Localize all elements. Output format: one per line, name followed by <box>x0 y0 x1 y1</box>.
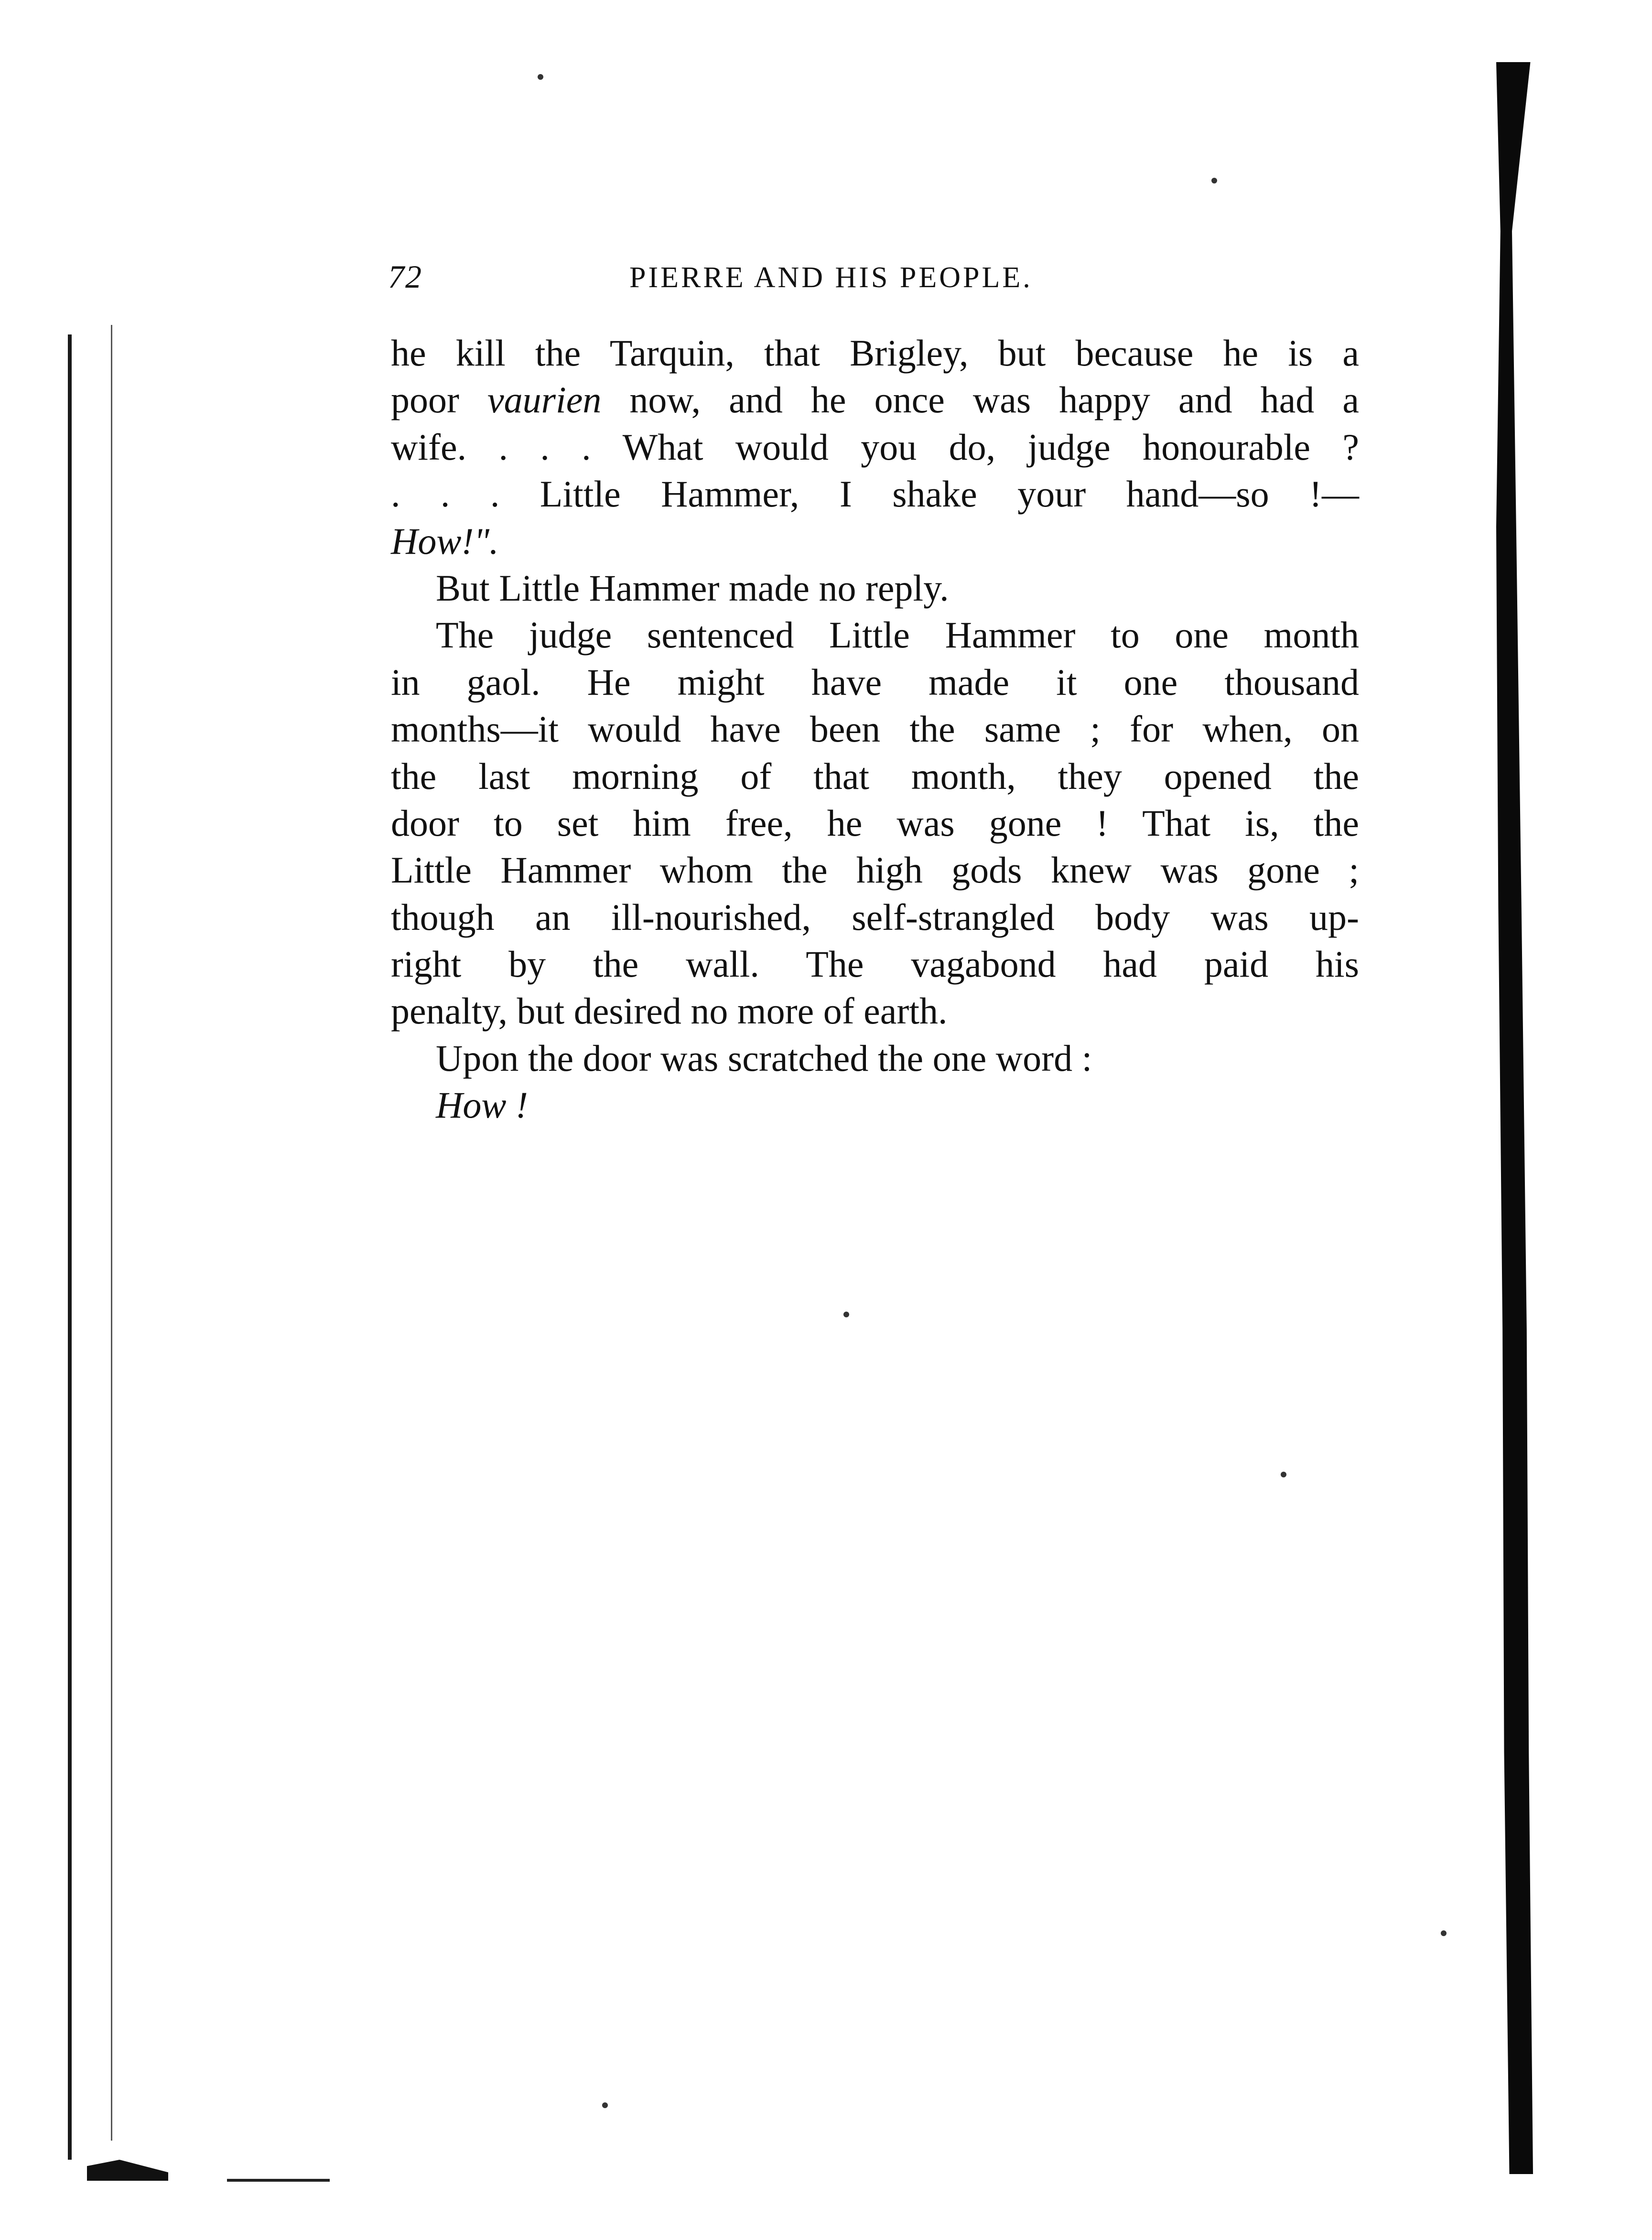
text-line: wife. . . . What would you do, judge honourable ? <box>391 426 1359 468</box>
scan-speck <box>1281 1472 1286 1477</box>
scan-speck <box>538 74 543 80</box>
text-run: now, and he once was happy and had a <box>601 379 1359 421</box>
text-line: the last morning of that month, they opened the <box>391 755 1359 797</box>
text-line: Upon the door was scratched the one word : <box>436 1037 1092 1079</box>
text-line: . . . Little Hammer, I shake your hand—so !— <box>391 473 1359 515</box>
text-line: door to set him free, he was gone ! That is, the <box>391 802 1359 844</box>
text-line: How ! <box>436 1084 528 1126</box>
scan-speck <box>843 1312 849 1317</box>
page-edge-shadow <box>68 334 72 2160</box>
running-title: PIERRE AND HIS PEOPLE. <box>629 261 1033 294</box>
scan-mark <box>87 2160 168 2181</box>
text-line: How!". <box>391 520 499 562</box>
page-edge-line <box>111 325 112 2141</box>
text-line: penalty, but desired no more of earth. <box>391 990 948 1032</box>
scan-speck <box>602 2102 608 2108</box>
text-line: right by the wall. The vagabond had paid his <box>391 943 1359 985</box>
italic-word: vaurien <box>487 379 602 421</box>
text-line: But Little Hammer made no reply. <box>436 567 949 609</box>
text-line: in gaol. He might have made it one thousand <box>391 661 1359 703</box>
text-line: he kill the Tarquin, that Brigley, but because he is a <box>391 332 1359 374</box>
page-number: 72 <box>388 258 422 295</box>
scan-speck <box>1441 1930 1447 1936</box>
scan-speck <box>1211 178 1217 183</box>
text-line: though an ill-nourished, self-strangled body was up- <box>391 896 1359 938</box>
body-text <box>391 330 1359 1129</box>
scan-dash <box>227 2179 330 2182</box>
text-line <box>391 377 1359 423</box>
running-head <box>388 258 1119 301</box>
text-line: months—it would have been the same ; for when, on <box>391 708 1359 750</box>
binding-shadow <box>1480 62 1533 2174</box>
text-line: The judge sentenced Little Hammer to one month <box>436 614 1359 656</box>
text-line: Little Hammer whom the high gods knew was gone ; <box>391 849 1359 891</box>
text-run: poor <box>391 379 488 421</box>
